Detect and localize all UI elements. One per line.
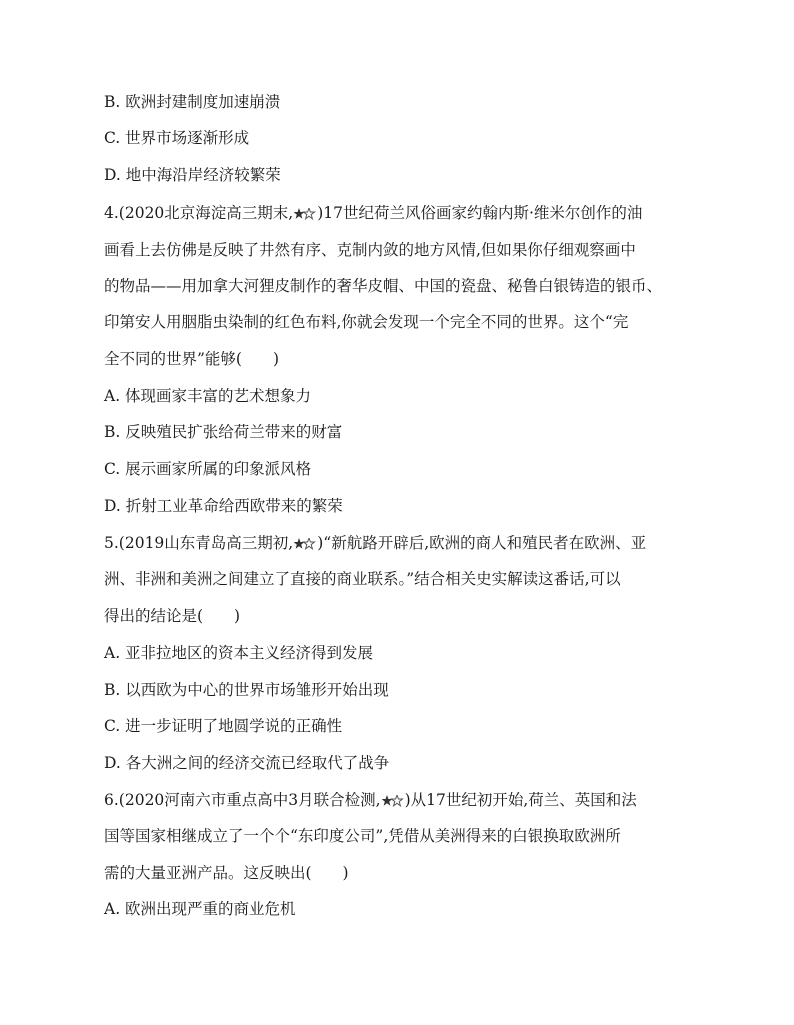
q6-line-3: 需的大量亚洲产品。这反映出( ) (104, 864, 349, 882)
q4-line-1 (104, 203, 642, 223)
q6-number: 6. (104, 791, 119, 809)
difficulty-stars-icon (294, 208, 316, 220)
q3-option-c: C. 世界市场逐渐形成 (104, 129, 250, 147)
q4-source: (2020北京海淀高三期末, (118, 204, 294, 222)
q6-text-1: )从17世纪初开始,荷兰、英国和法 (404, 791, 637, 809)
q5-option-d: D. 各大洲之间的经济交流已经取代了战争 (104, 754, 390, 772)
q4-option-d: D. 折射工业革命给西欧带来的繁荣 (104, 497, 343, 515)
q5-line-1 (104, 533, 646, 553)
q6-source: (2020河南六市重点高中3月联合检测, (118, 791, 381, 809)
q4-line-4: 印第安人用胭脂虫染制的红色布料,你就会发现一个完全不同的世界。这个“完 (104, 313, 629, 331)
difficulty-stars-icon (294, 538, 316, 550)
q4-line-5: 全不同的世界”能够( ) (104, 350, 280, 368)
q4-option-b: B. 反映殖民扩张给荷兰带来的财富 (104, 423, 343, 441)
q5-option-b: B. 以西欧为中心的世界市场雏形开始出现 (104, 681, 389, 699)
q6-line-1 (104, 790, 637, 810)
q5-source: (2019山东青岛高三期初, (118, 534, 294, 552)
q4-line-3: 的物品——用加拿大河狸皮制作的奢华皮帽、中国的瓷盘、秘鲁白银铸造的银币、 (104, 277, 663, 295)
q5-line-2: 洲、非洲和美洲之间建立了直接的商业联系。”结合相关史实解读这番话,可以 (104, 570, 621, 588)
difficulty-stars-icon (382, 795, 404, 807)
q3-option-b: B. 欧洲封建制度加速崩溃 (104, 93, 281, 111)
q3-option-d: D. 地中海沿岸经济较繁荣 (104, 166, 281, 184)
q5-option-a: A. 亚非拉地区的资本主义经济得到发展 (104, 644, 374, 662)
q6-line-2: 国等国家相继成立了一个个“东印度公司”,凭借从美洲得来的白银换取欧洲所 (104, 827, 621, 845)
q5-text-1: )“新航路开辟后,欧洲的商人和殖民者在欧洲、亚 (317, 534, 647, 552)
q5-line-3: 得出的结论是( ) (104, 607, 241, 625)
q5-number: 5. (104, 534, 119, 552)
q4-number: 4. (104, 204, 119, 222)
q6-option-a: A. 欧洲出现严重的商业危机 (104, 900, 296, 918)
q5-option-c: C. 进一步证明了地圆学说的正确性 (104, 717, 343, 735)
q4-option-a: A. 体现画家丰富的艺术想象力 (104, 387, 312, 405)
q4-text-1: )17世纪荷兰风俗画家约翰内斯·维米尔创作的油 (317, 204, 643, 222)
q4-option-c: C. 展示画家所属的印象派风格 (104, 460, 312, 478)
q4-line-2: 画看上去仿佛是反映了井然有序、克制内敛的地方风情,但如果你仔细观察画中 (104, 241, 636, 259)
